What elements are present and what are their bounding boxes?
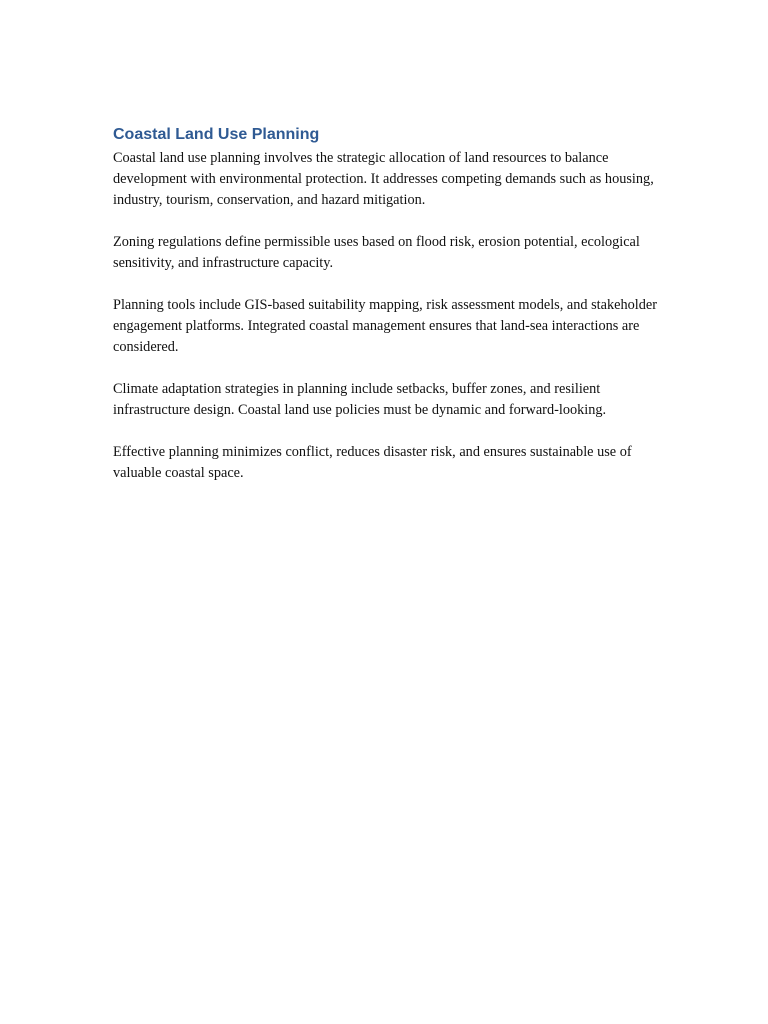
document-body: [113, 124, 658, 505]
paragraph-conclusion: Effective planning minimizes conflict, reduces disaster risk, and ensures sustainable use of valuable coastal space.: [113, 444, 632, 481]
paragraph-zoning: Zoning regulations define permissible uses based on flood risk, erosion potential, ecological sensitivity, and infrastructure capacity.: [113, 234, 640, 271]
paragraph-intro: Coastal land use planning involves the strategic allocation of land resources to balance development with environmental protection. It addresses competing demands such as housing, industry, tourism, conservation, and hazard mitigation.: [113, 150, 654, 208]
document-heading: Coastal Land Use Planning: [113, 126, 320, 143]
paragraph-climate: Climate adaptation strategies in planning include setbacks, buffer zones, and resilient infrastructure design. Coastal land use policies must be dynamic and forward-looking.: [113, 381, 607, 418]
paragraph-tools: Planning tools include GIS-based suitability mapping, risk assessment models, and stakeholder engagement platforms. Integrated coastal management ensures that land-sea interactions are considered.: [113, 297, 658, 355]
